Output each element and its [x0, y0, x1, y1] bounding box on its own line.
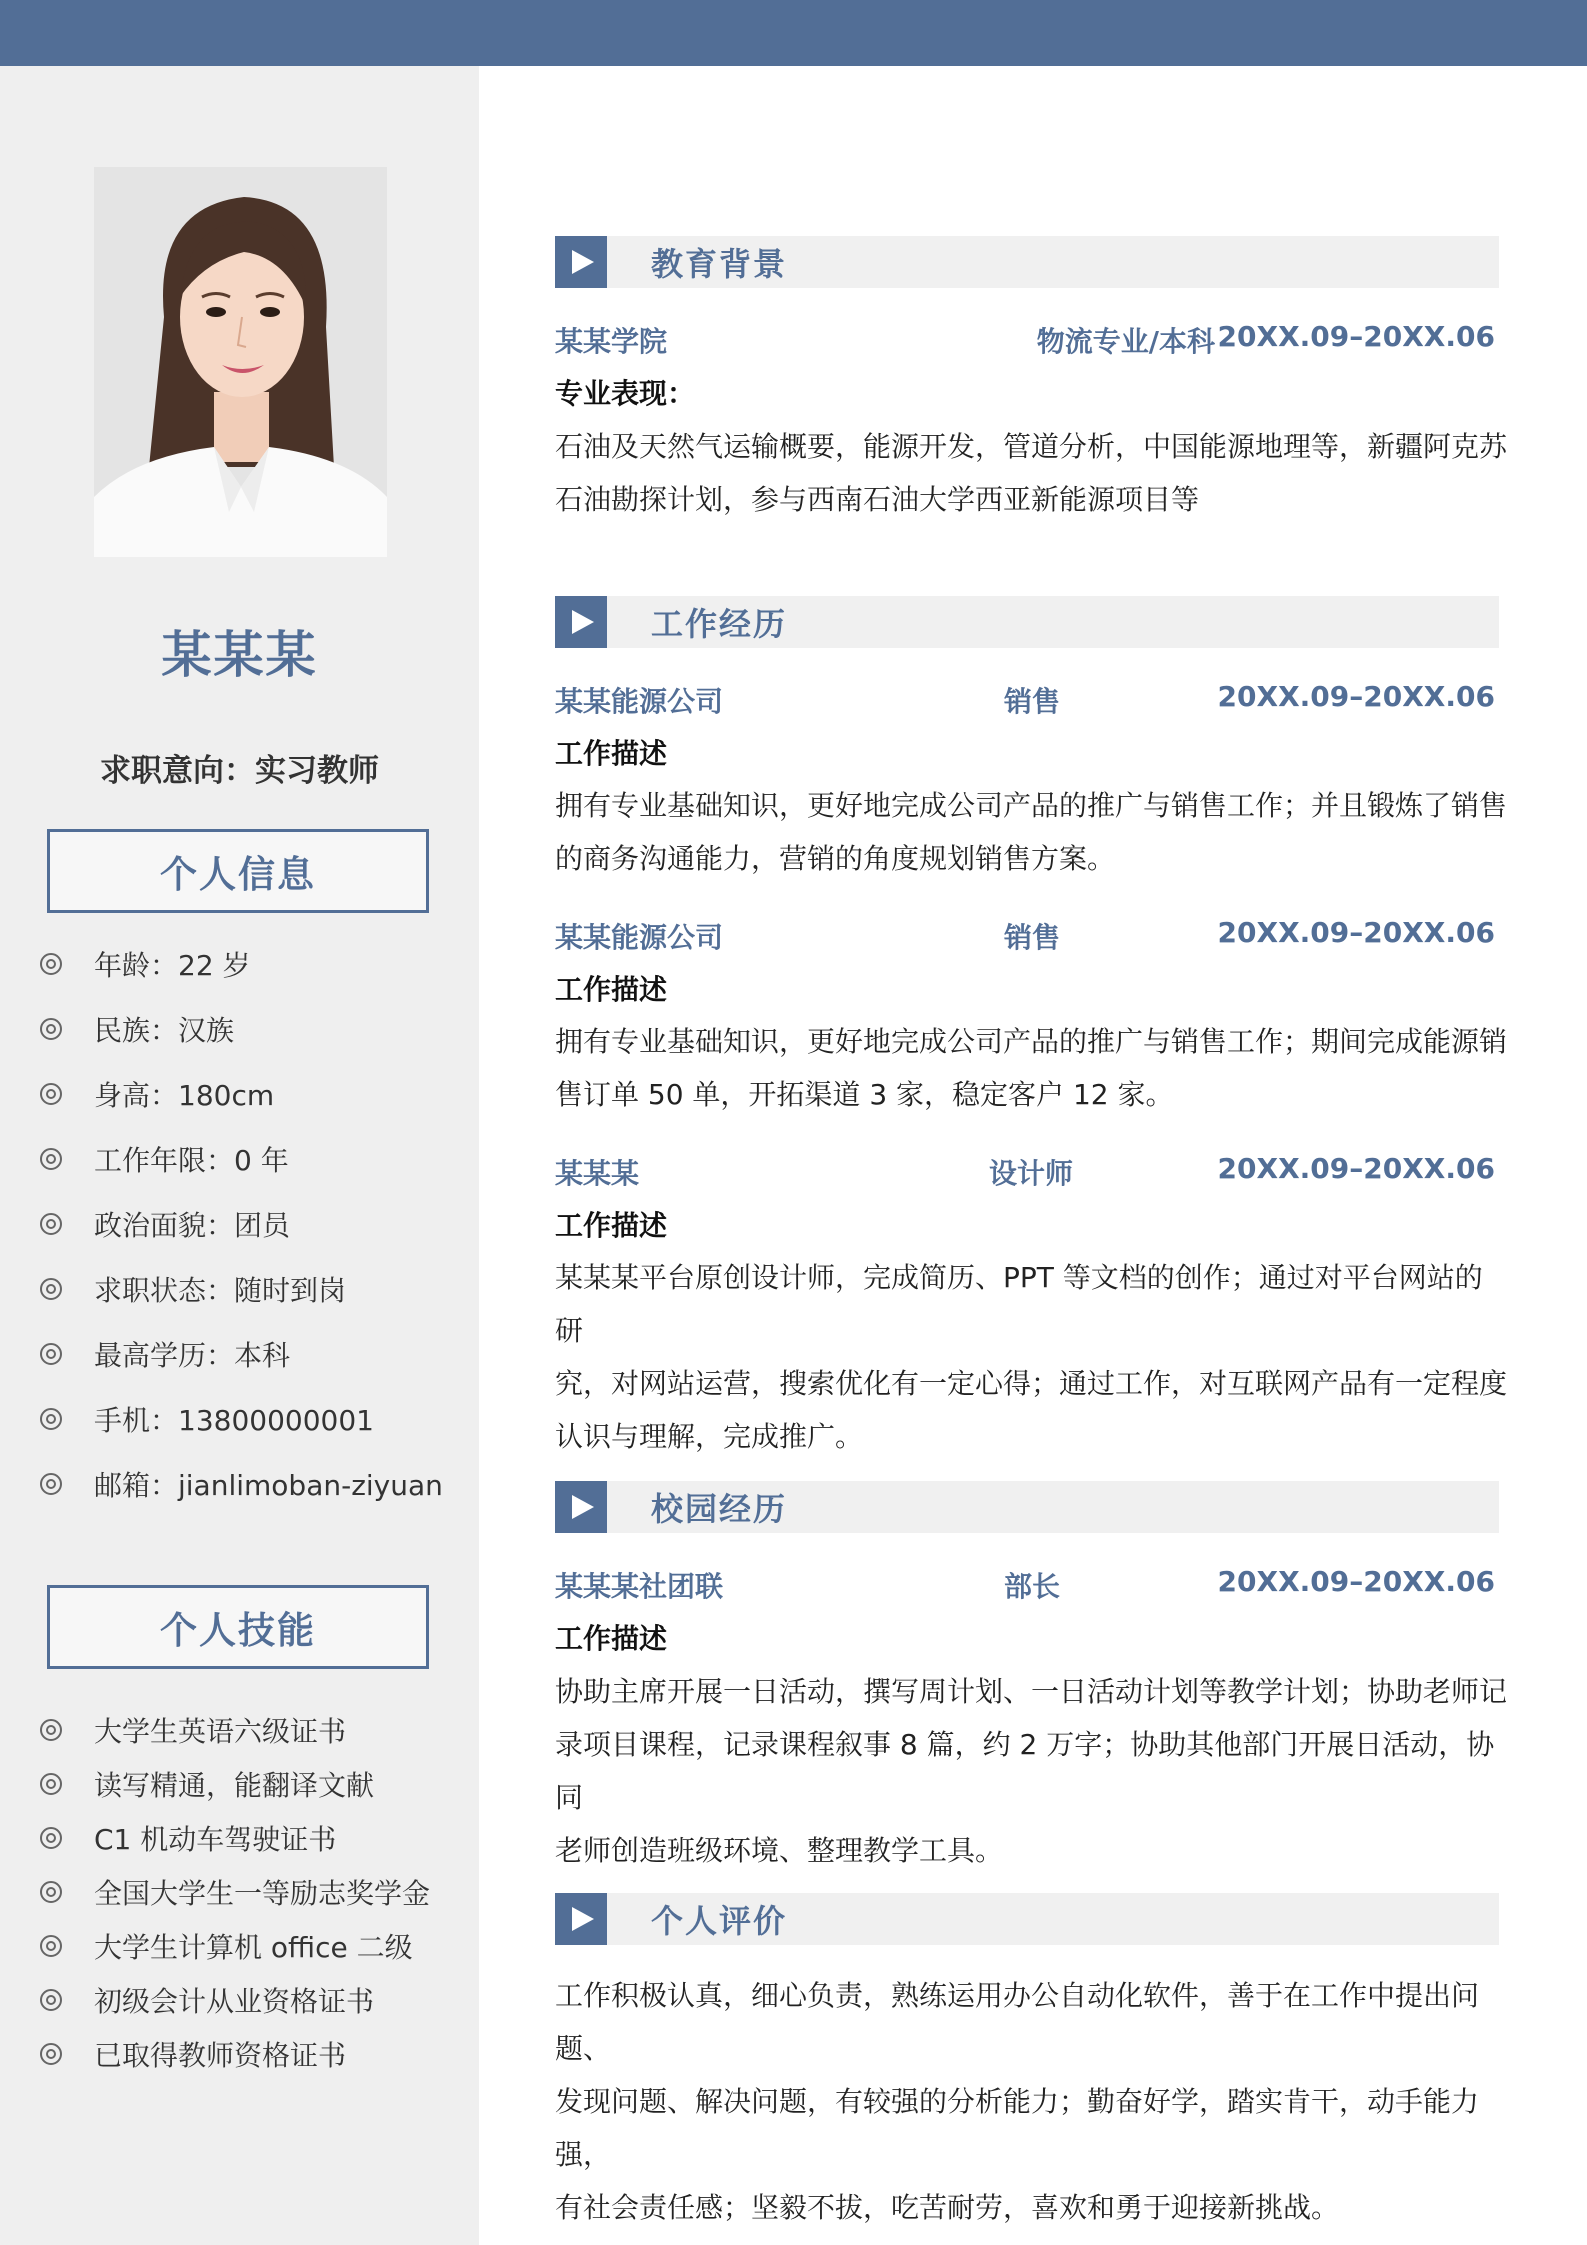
- work-description: 拥有专业基础知识，更好地完成公司产品的推广与销售工作；并且锻炼了销售 的商务沟通能力，营销的角度规划销售方案。: [555, 789, 1508, 875]
- info-item-ethnicity: 民族：汉族: [40, 996, 460, 1061]
- skill-item: 已取得教师资格证书: [40, 2027, 460, 2081]
- personal-info-list: [40, 931, 460, 1516]
- education-entry-row: [555, 320, 1495, 360]
- job-role: 设计师: [988, 1157, 1073, 1190]
- info-item-work-years: 工作年限：0 年: [40, 1126, 460, 1191]
- play-arrow-icon: [555, 236, 607, 288]
- info-item-job-status: 求职状态：随时到岗: [40, 1256, 460, 1321]
- info-item-email: 邮箱：jianlimoban-ziyuan: [40, 1451, 460, 1516]
- company-name: 某某能源公司: [555, 921, 724, 954]
- skill-item: 全国大学生一等励志奖学金: [40, 1865, 460, 1919]
- skill-item: 初级会计从业资格证书: [40, 1973, 460, 2027]
- skills-heading: 个人技能: [47, 1585, 429, 1669]
- personal-info-heading: 个人信息: [47, 829, 429, 913]
- info-item-height: 身高：180cm: [40, 1061, 460, 1126]
- work-section-header: [555, 596, 1499, 648]
- date-range: 20XX.09–20XX.06: [1217, 680, 1495, 713]
- date-range: 20XX.09–20XX.06: [1217, 320, 1495, 353]
- school-name: 某某学院: [555, 325, 668, 358]
- ring-bullet-icon: [40, 1473, 62, 1495]
- evaluation-description: 工作积极认真，细心负责，熟练运用办公自动化软件，善于在工作中提出问题、 发现问题、解决问题，有较强的分析能力；勤奋好学，踏实肯干，动手能力强， 有社会责任感；坚毅不拔，吃苦耐劳，喜欢和勇于迎接新挑战。: [555, 1979, 1480, 2224]
- ring-bullet-icon: [40, 1083, 62, 1105]
- play-arrow-icon: [555, 1481, 607, 1533]
- info-item-age: 年龄：22 岁: [40, 931, 460, 996]
- sub-label: 工作描述: [555, 973, 668, 1006]
- skill-item: 读写精通，能翻译文献: [40, 1757, 460, 1811]
- work-entry-row: [555, 1152, 1495, 1192]
- section-title: 校园经历: [651, 1490, 788, 1528]
- section-title: 教育背景: [651, 245, 788, 283]
- campus-section-header: [555, 1481, 1499, 1533]
- sub-label: 专业表现：: [555, 377, 696, 410]
- evaluation-section-header: [555, 1893, 1499, 1945]
- work-entry-row: [555, 916, 1495, 956]
- date-range: 20XX.09–20XX.06: [1217, 1152, 1495, 1185]
- organization-name: 某某某社团联: [555, 1570, 724, 1603]
- play-arrow-icon: [555, 596, 607, 648]
- work-entry-row: [555, 680, 1495, 720]
- ring-bullet-icon: [40, 1018, 62, 1040]
- section-title: 个人评价: [651, 1902, 788, 1940]
- ring-bullet-icon: [40, 1719, 62, 1741]
- campus-description: 协助主席开展一日活动，撰写周计划、一日活动计划等教学计划；协助老师记 录项目课程，记录课程叙事 8 篇，约 2 万字；协助其他部门开展日活动，协同 老师创造班级环境、整理教学工具。: [555, 1675, 1508, 1867]
- section-title: 工作经历: [651, 605, 788, 643]
- ring-bullet-icon: [40, 1827, 62, 1849]
- campus-entry-row: [555, 1565, 1495, 1605]
- sub-label: 工作描述: [555, 1209, 668, 1242]
- ring-bullet-icon: [40, 1278, 62, 1300]
- ring-bullet-icon: [40, 1881, 62, 1903]
- ring-bullet-icon: [40, 1989, 62, 2011]
- ring-bullet-icon: [40, 1935, 62, 1957]
- company-name: 某某某: [555, 1157, 640, 1190]
- ring-bullet-icon: [40, 1148, 62, 1170]
- education-section-header: [555, 236, 1499, 288]
- ring-bullet-icon: [40, 1408, 62, 1430]
- job-role: 销售: [1003, 921, 1060, 954]
- skill-item: 大学生计算机 office 二级: [40, 1919, 460, 1973]
- job-intent: 求职意向：实习教师: [100, 753, 379, 789]
- info-item-political-status: 政治面貌：团员: [40, 1191, 460, 1256]
- major-degree: 物流专业/本科: [1036, 325, 1215, 358]
- sub-label: 工作描述: [555, 1622, 668, 1655]
- company-name: 某某能源公司: [555, 685, 724, 718]
- date-range: 20XX.09–20XX.06: [1217, 1565, 1495, 1598]
- work-description: 拥有专业基础知识，更好地完成公司产品的推广与销售工作；期间完成能源销 售订单 50 单，开拓渠道 3 家，稳定客户 12 家。: [555, 1025, 1508, 1111]
- education-description: 石油及天然气运输概要，能源开发，管道分析，中国能源地理等，新疆阿克苏 石油勘探计划，参与西南石油大学西亚新能源项目等: [555, 430, 1508, 516]
- position-title: 部长: [1003, 1570, 1060, 1603]
- play-arrow-icon: [555, 1893, 607, 1945]
- date-range: 20XX.09–20XX.06: [1217, 916, 1495, 949]
- skills-list: [40, 1703, 460, 2081]
- ring-bullet-icon: [40, 953, 62, 975]
- ring-bullet-icon: [40, 1213, 62, 1235]
- info-item-education: 最高学历：本科: [40, 1321, 460, 1386]
- ring-bullet-icon: [40, 1343, 62, 1365]
- ring-bullet-icon: [40, 1773, 62, 1795]
- skill-item: 大学生英语六级证书: [40, 1703, 460, 1757]
- profile-photo: [94, 167, 387, 557]
- info-item-phone: 手机：13800000001: [40, 1386, 460, 1451]
- skill-item: C1 机动车驾驶证书: [40, 1811, 460, 1865]
- job-role: 销售: [1003, 685, 1060, 718]
- sub-label: 工作描述: [555, 737, 668, 770]
- top-accent-bar: [0, 0, 1587, 66]
- candidate-name: 某某某: [161, 626, 318, 684]
- ring-bullet-icon: [40, 2043, 62, 2065]
- work-description: 某某某平台原创设计师，完成简历、PPT 等文档的创作；通过对平台网站的研 究，对网站运营，搜索优化有一定心得；通过工作，对互联网产品有一定程度 认识与理解，完成推广。: [555, 1261, 1508, 1453]
